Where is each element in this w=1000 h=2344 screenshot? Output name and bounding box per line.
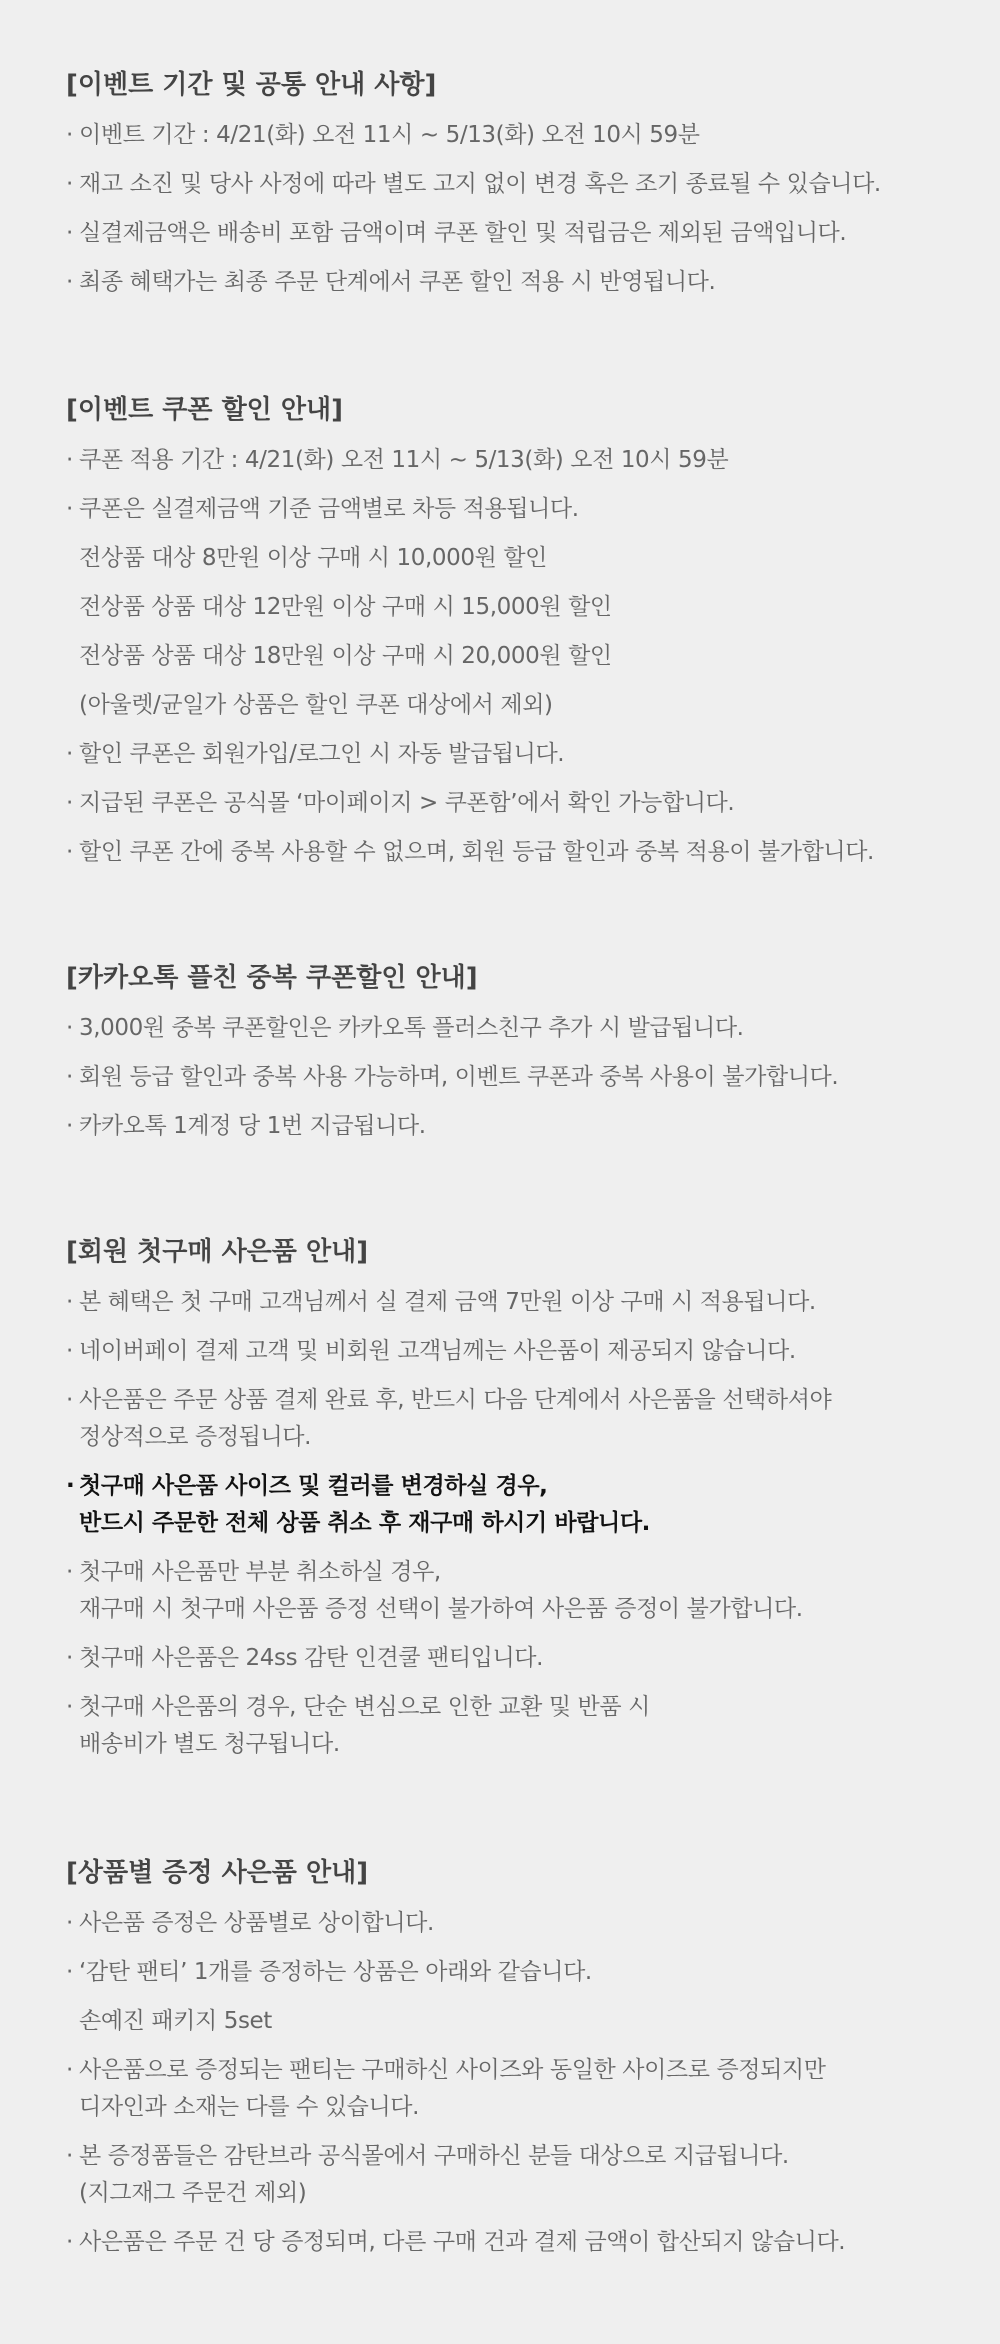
section-product-gift <box>66 1853 946 2273</box>
list-item: · 최종 혜택가는 최종 주문 단계에서 쿠폰 할인 적용 시 반영됩니다. <box>66 269 716 295</box>
list-item: · 지급된 쿠폰은 공식몰 ‘마이페이지 > 쿠폰함’에서 확인 가능합니다. <box>66 790 735 816</box>
section-title: [회원 첫구매 사은품 안내] <box>66 1237 369 1267</box>
list-item: · 쿠폰 적용 기간 : 4/21(화) 오전 11시 ~ 5/13(화) 오전 10시 59분 <box>66 447 729 473</box>
sub-item: 전상품 대상 8만원 이상 구매 시 10,000원 할인 <box>79 545 547 571</box>
list-item: · 사은품 증정은 상품별로 상이합니다. <box>66 1910 434 1936</box>
list-item: · 첫구매 사은품은 24ss 감탄 인견쿨 팬티입니다. <box>66 1645 544 1671</box>
list-item: · 본 증정품들은 감탄브라 공식몰에서 구매하신 분들 대상으로 지급됩니다. (지그재그 주문건 제외) <box>66 2143 789 2206</box>
section-coupon-discount <box>66 390 946 883</box>
list-item: · 할인 쿠폰은 회원가입/로그인 시 자동 발급됩니다. <box>66 741 565 767</box>
sub-item: (아울렛/균일가 상품은 할인 쿠폰 대상에서 제외) <box>79 692 553 718</box>
list-item: · 실결제금액은 배송비 포함 금액이며 쿠폰 할인 및 적립금은 제외된 금액입니다. <box>66 220 847 246</box>
section-title: [이벤트 기간 및 공통 안내 사항] <box>66 70 437 100</box>
section-title: [카카오톡 플친 중복 쿠폰할인 안내] <box>66 963 478 993</box>
section-title: [이벤트 쿠폰 할인 안내] <box>66 395 343 425</box>
list-item: · ‘감탄 팬티’ 1개를 증정하는 상품은 아래와 같습니다. <box>66 1959 592 1985</box>
list-item: · 쿠폰은 실결제금액 기준 금액별로 차등 적용됩니다. <box>66 496 579 522</box>
list-item-emphasis: · 첫구매 사은품 사이즈 및 컬러를 변경하실 경우, 반드시 주문한 전체 상품 취소 후 재구매 하시기 바랍니다. <box>66 1473 651 1536</box>
list-item: · 사은품은 주문 상품 결제 완료 후, 반드시 다음 단계에서 사은품을 선택하셔야 정상적으로 증정됩니다. <box>66 1387 832 1450</box>
list-item: · 첫구매 사은품만 부분 취소하실 경우, 재구매 시 첫구매 사은품 증정 선택이 불가하여 사은품 증정이 불가합니다. <box>66 1559 803 1622</box>
sub-item: 손예진 패키지 5set <box>79 2008 272 2034</box>
list-item: · 사은품은 주문 건 당 증정되며, 다른 구매 건과 결제 금액이 합산되지 않습니다. <box>66 2229 846 2255</box>
section-event-period <box>66 65 946 313</box>
sub-item: 전상품 상품 대상 18만원 이상 구매 시 20,000원 할인 <box>79 643 612 669</box>
list-item: · 본 혜택은 첫 구매 고객님께서 실 결제 금액 7만원 이상 구매 시 적용됩니다. <box>66 1289 816 1315</box>
section-title: [상품별 증정 사은품 안내] <box>66 1858 369 1888</box>
section-kakao-coupon <box>66 958 946 1157</box>
list-item: · 카카오톡 1계정 당 1번 지급됩니다. <box>66 1113 426 1139</box>
sub-item: 전상품 상품 대상 12만원 이상 구매 시 15,000원 할인 <box>79 594 612 620</box>
list-item: · 사은품으로 증정되는 팬티는 구매하신 사이즈와 동일한 사이즈로 증정되지만 디자인과 소재는 다를 수 있습니다. <box>66 2057 826 2120</box>
list-item: · 회원 등급 할인과 중복 사용 가능하며, 이벤트 쿠폰과 중복 사용이 불가합니다. <box>66 1064 839 1090</box>
list-item: · 3,000원 중복 쿠폰할인은 카카오톡 플러스친구 추가 시 발급됩니다. <box>66 1015 744 1041</box>
list-item: · 네이버페이 결제 고객 및 비회원 고객님께는 사은품이 제공되지 않습니다. <box>66 1338 796 1364</box>
list-item: · 할인 쿠폰 간에 중복 사용할 수 없으며, 회원 등급 할인과 중복 적용이 불가합니다. <box>66 839 874 865</box>
list-item: · 이벤트 기간 : 4/21(화) 오전 11시 ~ 5/13(화) 오전 10시 59분 <box>66 122 700 148</box>
section-first-purchase-gift <box>66 1232 946 1775</box>
list-item: · 재고 소진 및 당사 사정에 따라 별도 고지 없이 변경 혹은 조기 종료될 수 있습니다. <box>66 171 881 197</box>
list-item: · 첫구매 사은품의 경우, 단순 변심으로 인한 교환 및 반품 시 배송비가 별도 청구됩니다. <box>66 1694 650 1757</box>
